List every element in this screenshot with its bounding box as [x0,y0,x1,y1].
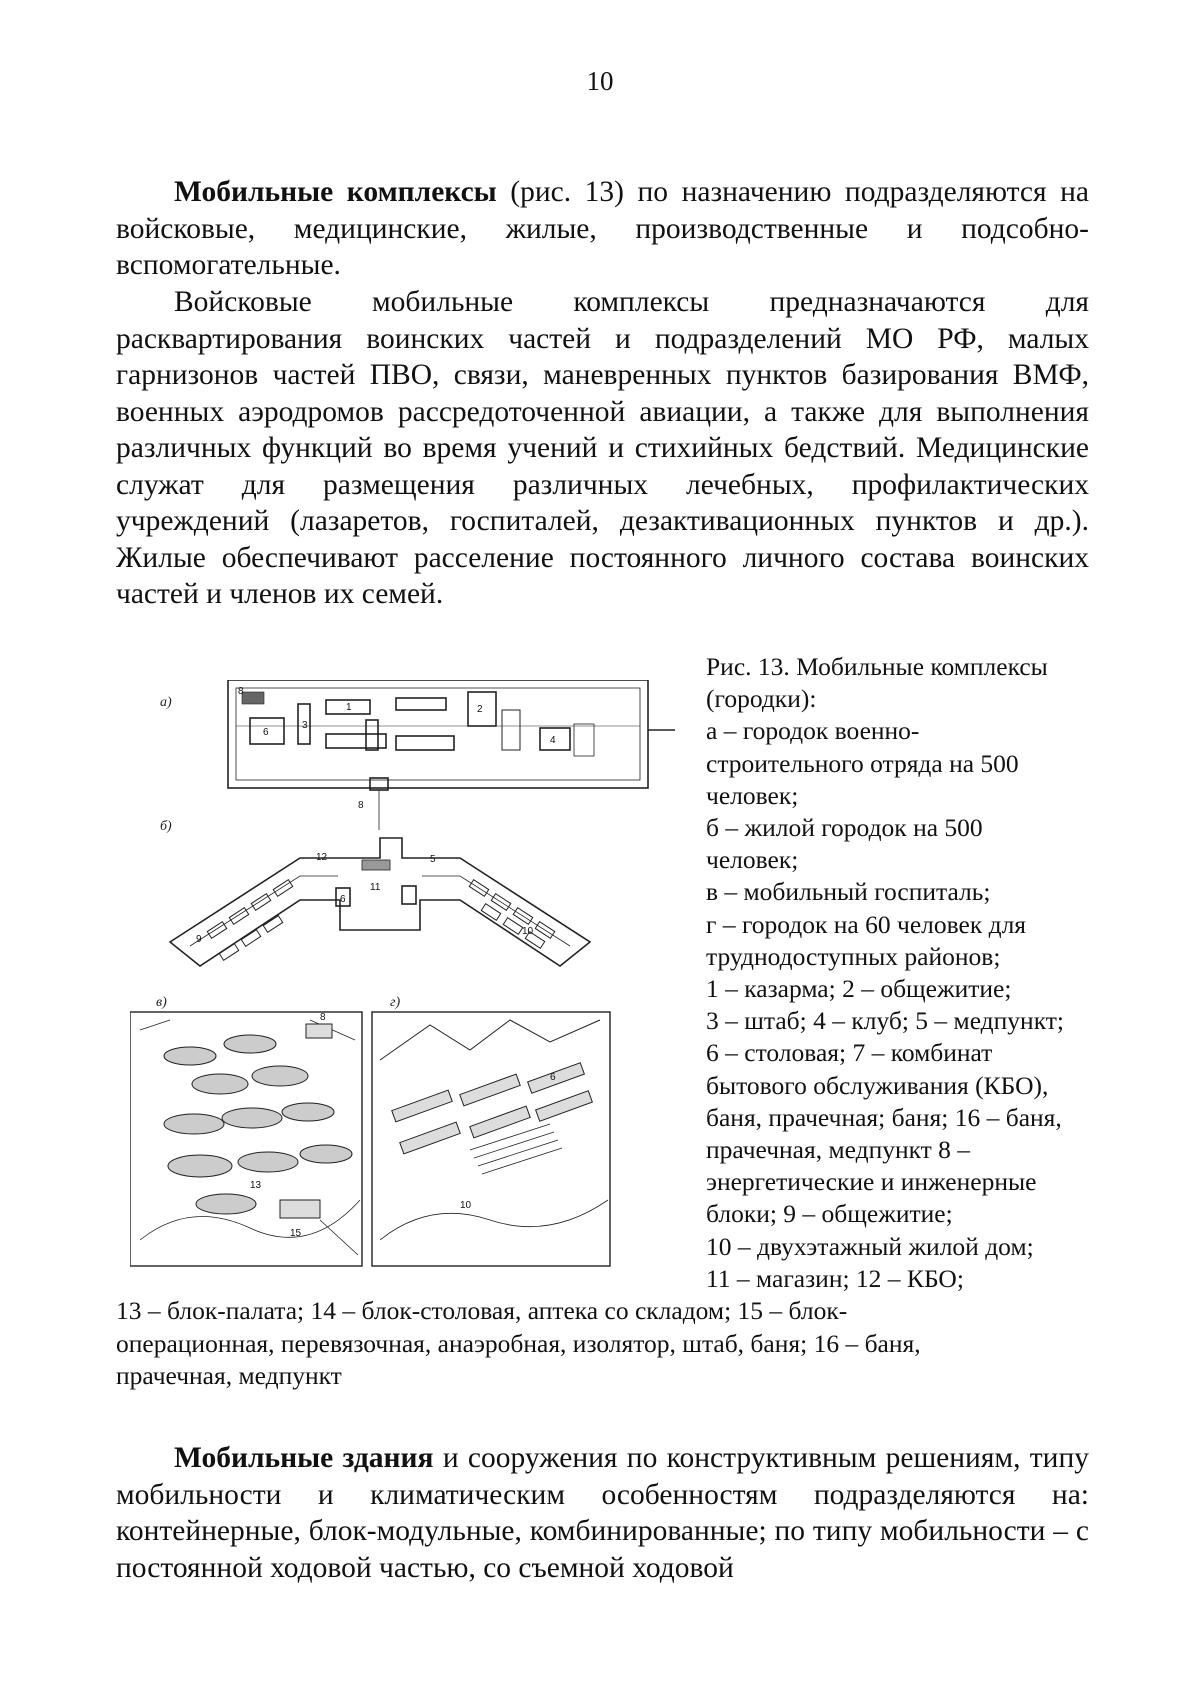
term-mobile-buildings: Мобильные здания [174,1442,434,1474]
caption-line: труднодоступных районов; [706,941,1001,971]
panel-label-a: а) [160,695,172,710]
plan-b-num-11: 11 [370,882,381,893]
caption-line: бытового обслуживания (КБО), [706,1070,1049,1100]
caption-line: в – мобильный госпиталь; [706,877,991,907]
sketch-g-num-10: 10 [460,1200,472,1211]
plan-a-num-6: 6 [263,727,269,738]
caption-line: баня, прачечная; баня; 16 – баня, [706,1102,1062,1132]
plan-b-num-8: 8 [358,800,364,811]
caption-line: человек; [706,845,799,875]
caption-line: 10 – двухэтажный жилой дом; [706,1231,1034,1261]
caption-line: человек; [706,780,799,810]
page-number: 10 [586,66,614,96]
caption-line: энергетические и инженерные [706,1167,1037,1197]
sketch-v-num-13: 13 [250,1180,262,1191]
plan-b [170,778,590,966]
panel-label-g: г) [390,995,401,1010]
plan-a-num-4: 4 [550,735,556,746]
caption-line: Рис. 13. Мобильные комплексы [706,652,1048,681]
caption-line: строительного отряда на 500 [706,748,1019,778]
sketch-v [130,1012,362,1266]
caption-continuation-line: 13 – блок-палата; 14 – блок-столовая, аптека со складом; 15 – блок- [116,1296,848,1325]
plan-b-num-9: 9 [196,934,202,945]
figure-caption-continuation [116,1295,1076,1393]
caption-line: 11 – магазин; 12 – КБО; [706,1263,964,1293]
caption-line: 6 – столовая; 7 – комбинат [706,1038,993,1068]
sketch-g-num-6: 6 [550,1072,556,1083]
plan-a-num-8: 8 [238,686,244,697]
caption-continuation-line: операционная, перевязочная, анаэробная, изолятор, штаб, баня; 16 – баня, [116,1328,921,1358]
figure-13-svg [130,680,690,1280]
caption-line: а – городок военно- [706,716,920,746]
caption-continuation-line: прачечная, медпункт [116,1361,342,1390]
figure-13-drawings [130,680,690,1280]
paragraph-intro-text: (рис. 13) по назначению подразделяются на войсковые, медицинские, жилые, производственные и подсобно-вспомогательные. [116,176,1089,281]
caption-line: (городки): [706,684,817,714]
plan-a-num-3: 3 [302,720,308,731]
caption-line: прачечная, медпункт 8 – [706,1135,971,1165]
plan-a [228,680,675,788]
term-mobile-complexes: Мобильные комплексы [174,176,497,208]
paragraph-intro [116,174,1089,284]
caption-line: б – жилой городок на 500 [706,813,983,843]
plan-a-num-2: 2 [477,704,483,715]
paragraph-mobile-buildings-text: и сооружения по конструктивным решениям, типу мобильности и климатическим особенностям подразделяются на: контейнерные, блок-модульные, комбинированные; по типу мобильности – с постоянной ходовой частью, со съемной ходовой [116,1442,1089,1584]
caption-line: блоки; 9 – общежитие; [706,1199,953,1229]
sketch-g [372,1012,610,1266]
plan-b-num-5: 5 [430,854,436,865]
caption-line: г – городок на 60 человек для [706,909,1027,939]
paragraph-mobile-buildings [116,1440,1089,1586]
paragraph-military-complexes: Войсковые мобильные комплексы предназначаются для расквартирования воинских частей и подразделений МО РФ, малых гарнизонов частей ПВО, связи, маневренных пунктов базирования ВМФ, военных аэродромов рассредоточенной авиации, а также для выполнения различных функций во время учений и стихийных бедствий. Медицинские служат для размещения различных лечебных, профилактических учреждений (лазаретов, госпиталей, дезактивационных пунктов и др.). Жилые обеспечивают расселение постоянного личного состава воинских частей и членов их семей. [116,286,1089,610]
panel-label-v: в) [156,995,167,1010]
plan-b-num-10: 10 [522,926,534,937]
sketch-v-num-15: 15 [290,1228,302,1239]
plan-b-num-12: 12 [316,852,328,863]
plan-b-num-6: 6 [340,894,346,905]
figure-caption [706,651,1106,1295]
sketch-v-num-8: 8 [320,1012,326,1023]
caption-line: 3 – штаб; 4 – клуб; 5 – медпункт; [706,1006,1064,1036]
caption-line: 1 – казарма; 2 – общежитие; [706,974,1012,1004]
panel-label-b: б) [160,819,172,834]
plan-a-num-1: 1 [346,702,352,713]
